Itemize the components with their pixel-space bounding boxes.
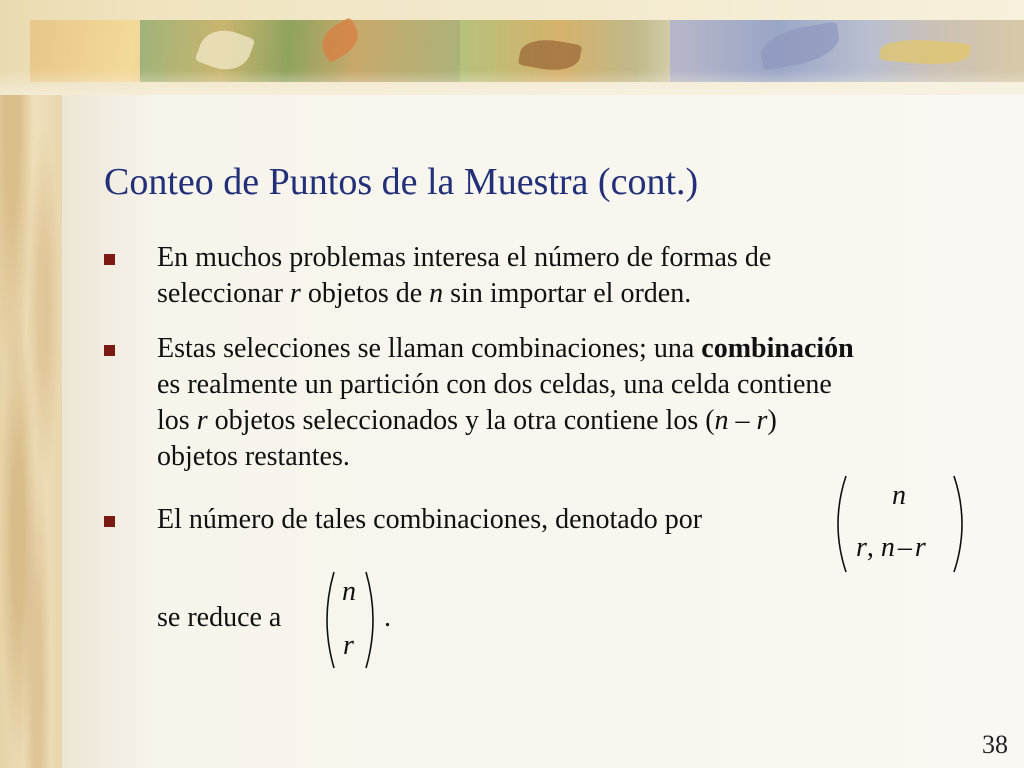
left-paren	[838, 476, 846, 572]
multinomial-formula	[828, 472, 972, 576]
text-fragment: )	[767, 405, 777, 436]
var-n: n	[880, 532, 895, 563]
text-fragment: sin importar el orden.	[443, 278, 692, 309]
right-paren	[954, 476, 962, 572]
var-r: r	[756, 405, 768, 436]
bullet-2-text	[157, 331, 854, 475]
page-number: 38	[982, 730, 1008, 759]
trailing-period: .	[384, 602, 391, 633]
banner-fade	[0, 70, 1024, 95]
text-fragment: objetos seleccionados y la otra contiene los (	[207, 405, 715, 436]
slide-title: Conteo de Puntos de la Muestra (cont.)	[104, 161, 699, 203]
bullet-1-line-1: En muchos problemas interesa el número de formas de	[157, 242, 772, 273]
bullet-2-line-2: es realmente un partición con dos celdas, una celda contiene	[157, 369, 832, 400]
bullet-square	[104, 516, 115, 527]
text-fragment: los	[157, 405, 197, 436]
bullet-1-text	[157, 240, 771, 312]
bullet-square	[104, 254, 115, 265]
text-fragment: seleccionar	[157, 278, 290, 309]
comma: ,	[866, 532, 874, 563]
bullet-2-line-4: objetos restantes.	[157, 441, 350, 472]
bullet-square	[104, 345, 115, 356]
var-r: r	[856, 532, 867, 563]
var-r: r	[914, 532, 926, 563]
binomial-formula	[320, 568, 380, 672]
term-combinacion: combinación	[701, 333, 854, 364]
text-fragment: Estas selecciones se llaman combinaciones; una	[157, 333, 702, 364]
var-n: n	[714, 405, 729, 436]
minus-sign: –	[728, 405, 757, 436]
formula-top-n: n	[342, 576, 356, 607]
var-r: r	[289, 278, 301, 309]
text-fragment: objetos de	[300, 278, 430, 309]
left-paren	[327, 572, 334, 668]
formula-top-n: n	[892, 480, 906, 511]
var-r: r	[196, 405, 208, 436]
minus-sign: –	[897, 532, 912, 563]
formula-bottom-r: r	[343, 630, 354, 661]
decorative-banner	[0, 0, 1024, 95]
var-n: n	[429, 278, 444, 309]
right-paren	[366, 572, 373, 668]
bullet-3-continuation: se reduce a	[157, 602, 282, 633]
formula-bottom	[856, 532, 926, 564]
bullet-3-text: El número de tales combinaciones, denotado por	[157, 504, 703, 535]
parchment-border	[0, 0, 62, 768]
